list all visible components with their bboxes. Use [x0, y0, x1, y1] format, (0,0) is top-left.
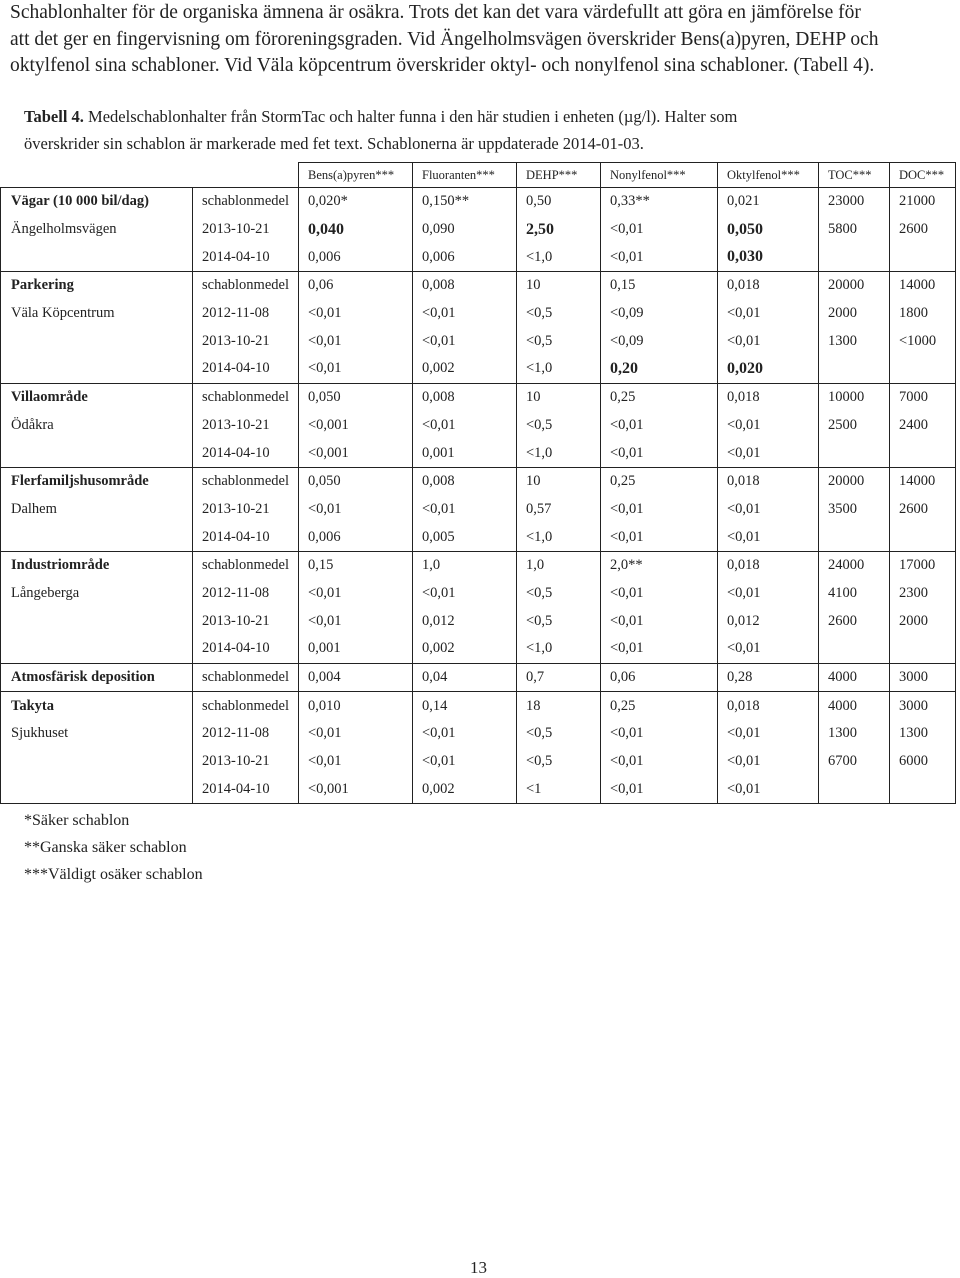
table-cell: 0,018	[718, 272, 819, 300]
row-date: schablonmedel	[193, 692, 299, 720]
table-cell: 0,001	[299, 635, 413, 663]
table-row	[1, 551, 956, 579]
row-label	[1, 748, 193, 776]
row-label: Dalhem	[1, 496, 193, 524]
row-label	[1, 775, 193, 803]
table-cell: 0,002	[413, 635, 517, 663]
table-row	[1, 383, 956, 411]
row-date: 2013-10-21	[193, 412, 299, 440]
table-cell: 0,018	[718, 551, 819, 579]
table-cell: <0,01	[413, 720, 517, 748]
table-cell: 18	[517, 692, 601, 720]
table-cell: 2600	[890, 216, 956, 244]
row-label: Långeberga	[1, 580, 193, 608]
table-cell: 10000	[819, 383, 890, 411]
table-caption	[24, 103, 924, 157]
table-cell: <0,001	[299, 439, 413, 467]
table-cell: 1,0	[413, 551, 517, 579]
table-cell: 0,006	[299, 243, 413, 271]
row-date: 2014-04-10	[193, 523, 299, 551]
table-cell: <0,01	[299, 720, 413, 748]
table-row	[1, 748, 956, 776]
row-label: Väla Köpcentrum	[1, 300, 193, 328]
table-row	[1, 663, 956, 692]
table-cell: 2,0**	[601, 551, 718, 579]
table-cell: <0,5	[517, 412, 601, 440]
intro-paragraph	[10, 0, 940, 80]
table-cell: <0,01	[413, 327, 517, 355]
table-cell: <0,01	[299, 748, 413, 776]
table-cell	[819, 775, 890, 803]
table-row	[1, 607, 956, 635]
table-cell: <0,01	[718, 496, 819, 524]
footnote: *Säker schablon	[24, 812, 130, 829]
row-date: schablonmedel	[193, 467, 299, 495]
table-row	[1, 720, 956, 748]
table-cell: 23000	[819, 188, 890, 216]
row-date: 2012-11-08	[193, 300, 299, 328]
table-cell: <1000	[890, 327, 956, 355]
table-cell: 0,06	[601, 663, 718, 692]
table-cell: <0,01	[413, 300, 517, 328]
table-row	[1, 775, 956, 803]
table-cell: 0,25	[601, 383, 718, 411]
row-date: 2012-11-08	[193, 720, 299, 748]
table-cell: 10	[517, 383, 601, 411]
table-caption-label: Tabell 4.	[24, 107, 84, 126]
table-cell: <0,01	[718, 439, 819, 467]
table-cell: 4100	[819, 580, 890, 608]
table-cell: 10	[517, 272, 601, 300]
table-cell: 0,006	[299, 523, 413, 551]
table-cell	[890, 355, 956, 383]
table-row	[1, 692, 956, 720]
column-header: DEHP***	[517, 163, 601, 188]
table-cell: 20000	[819, 467, 890, 495]
table-cell: <0,01	[601, 439, 718, 467]
table-cell: 3000	[890, 663, 956, 692]
table-cell: <0,01	[718, 748, 819, 776]
table-cell: <1	[517, 775, 601, 803]
table-row	[1, 580, 956, 608]
table-cell: <0,01	[718, 300, 819, 328]
intro-line: Schablonhalter för de organiska ämnena är osäkra. Trots det kan det vara värdefullt att göra en jämförelse för	[10, 2, 861, 23]
table-cell: 0,008	[413, 467, 517, 495]
row-date: 2014-04-10	[193, 355, 299, 383]
table-cell: <0,01	[718, 720, 819, 748]
row-label: Vägar (10 000 bil/dag)	[1, 188, 193, 216]
table-cell: <0,5	[517, 327, 601, 355]
table-cell: 6700	[819, 748, 890, 776]
table-cell: 2000	[819, 300, 890, 328]
table-cell: 0,25	[601, 467, 718, 495]
table-cell: 0,090	[413, 216, 517, 244]
row-label	[1, 439, 193, 467]
table-row	[1, 272, 956, 300]
row-date: schablonmedel	[193, 188, 299, 216]
row-label: Flerfamiljshusområde	[1, 467, 193, 495]
table-row	[1, 243, 956, 271]
row-label	[1, 523, 193, 551]
table-cell	[890, 635, 956, 663]
page-number: 13	[470, 1258, 487, 1277]
table-cell	[890, 439, 956, 467]
row-date: 2013-10-21	[193, 496, 299, 524]
table-cell: 2400	[890, 412, 956, 440]
table-cell: <0,01	[413, 496, 517, 524]
table-cell: 0,018	[718, 692, 819, 720]
table-cell: 0,15	[601, 272, 718, 300]
table-cell: 1800	[890, 300, 956, 328]
row-date: schablonmedel	[193, 551, 299, 579]
table-cell: <1,0	[517, 523, 601, 551]
table-cell: 0,012	[413, 607, 517, 635]
table-cell: 0,20	[601, 355, 718, 383]
row-date: 2014-04-10	[193, 243, 299, 271]
table-cell: 0,002	[413, 775, 517, 803]
table-row	[1, 216, 956, 244]
table-cell: 21000	[890, 188, 956, 216]
table-cell: 3000	[890, 692, 956, 720]
row-label: Ängelholmsvägen	[1, 216, 193, 244]
table-cell: 0,050	[299, 467, 413, 495]
table-cell: 5800	[819, 216, 890, 244]
table-cell: 0,04	[413, 663, 517, 692]
table-cell: 2000	[890, 607, 956, 635]
table-cell: <0,09	[601, 300, 718, 328]
table-cell: <1,0	[517, 439, 601, 467]
table-cell: <0,01	[718, 327, 819, 355]
table-cell: 0,004	[299, 663, 413, 692]
table-cell: 0,012	[718, 607, 819, 635]
table-cell: 0,25	[601, 692, 718, 720]
table-cell: <0,01	[413, 412, 517, 440]
row-label	[1, 243, 193, 271]
table-cell: 10	[517, 467, 601, 495]
row-label: Industriområde	[1, 551, 193, 579]
table-cell: 4000	[819, 663, 890, 692]
table-cell: <0,01	[299, 607, 413, 635]
column-header: DOC***	[890, 163, 956, 188]
table-cell: <0,01	[299, 327, 413, 355]
table-cell: 0,150**	[413, 188, 517, 216]
table-cell: <0,5	[517, 748, 601, 776]
row-date: schablonmedel	[193, 272, 299, 300]
table-cell: 0,021	[718, 188, 819, 216]
footnotes	[24, 807, 203, 888]
intro-line: oktylfenol sina schabloner. Vid Väla köpcentrum överskrider oktyl- och nonylfenol sina schabloner. (Tabell 4).	[10, 55, 875, 76]
table-cell: <0,01	[413, 580, 517, 608]
table-row	[1, 355, 956, 383]
table-cell: 2600	[819, 607, 890, 635]
table-cell: <0,01	[299, 300, 413, 328]
table-cell: 0,008	[413, 272, 517, 300]
table-cell: <0,01	[299, 496, 413, 524]
row-label: Takyta	[1, 692, 193, 720]
row-label: Sjukhuset	[1, 720, 193, 748]
table-cell: 14000	[890, 272, 956, 300]
table-cell	[890, 243, 956, 271]
table-cell: 0,14	[413, 692, 517, 720]
table-cell: 1300	[819, 327, 890, 355]
intro-line: att det ger en fingervisning om föroreningsgraden. Vid Ängelholmsvägen överskrider Bens(a)pyren, DEHP och	[10, 28, 879, 50]
row-date: 2013-10-21	[193, 327, 299, 355]
row-label	[1, 635, 193, 663]
column-header: Bens(a)pyren***	[299, 163, 413, 188]
table-cell: <0,01	[601, 243, 718, 271]
table-cell: 0,33**	[601, 188, 718, 216]
table-cell: 0,010	[299, 692, 413, 720]
table-cell: 4000	[819, 692, 890, 720]
table-cell: <0,01	[718, 412, 819, 440]
table-cell	[819, 635, 890, 663]
table-cell: 0,030	[718, 243, 819, 271]
row-label: Ödåkra	[1, 412, 193, 440]
row-label	[1, 355, 193, 383]
row-date: schablonmedel	[193, 663, 299, 692]
column-header: Fluoranten***	[413, 163, 517, 188]
row-date: 2012-11-08	[193, 580, 299, 608]
table-cell: <0,01	[299, 355, 413, 383]
table-cell: 2300	[890, 580, 956, 608]
table-cell: <0,01	[601, 412, 718, 440]
row-date: 2014-04-10	[193, 775, 299, 803]
table-cell: <0,01	[601, 216, 718, 244]
table-cell: <0,01	[413, 748, 517, 776]
table-cell: 0,06	[299, 272, 413, 300]
table-cell: 2600	[890, 496, 956, 524]
table-cell: <0,01	[718, 775, 819, 803]
table-row	[1, 635, 956, 663]
table-row	[1, 496, 956, 524]
table-cell: 0,006	[413, 243, 517, 271]
table-cell: <0,01	[601, 496, 718, 524]
table-cell: 7000	[890, 383, 956, 411]
table-cell: 2,50	[517, 216, 601, 244]
table-cell: 3500	[819, 496, 890, 524]
table-caption-text: överskrider sin schablon är markerade med fet text. Schablonerna är uppdaterade 2014-01-03.	[24, 134, 644, 153]
table-cell: 0,050	[299, 383, 413, 411]
table-cell: 1300	[819, 720, 890, 748]
table-cell: <0,01	[601, 635, 718, 663]
table-cell: 1300	[890, 720, 956, 748]
table-cell	[819, 439, 890, 467]
row-date: 2014-04-10	[193, 635, 299, 663]
table-cell: <0,01	[601, 775, 718, 803]
table-cell: <0,09	[601, 327, 718, 355]
table-cell: 0,020	[718, 355, 819, 383]
table-header-row	[1, 163, 956, 188]
table-cell: 20000	[819, 272, 890, 300]
table-cell: 1,0	[517, 551, 601, 579]
table-cell: 0,018	[718, 467, 819, 495]
table-cell: <0,01	[601, 580, 718, 608]
table-cell: 0,57	[517, 496, 601, 524]
table-cell: 0,020*	[299, 188, 413, 216]
table-cell: <0,01	[601, 523, 718, 551]
table-cell: 0,001	[413, 439, 517, 467]
table-cell: 0,040	[299, 216, 413, 244]
table-cell: 2500	[819, 412, 890, 440]
column-header: Nonylfenol***	[601, 163, 718, 188]
table-cell	[819, 355, 890, 383]
table-cell: <0,01	[718, 580, 819, 608]
table-row	[1, 412, 956, 440]
table-cell: 17000	[890, 551, 956, 579]
table-cell	[890, 775, 956, 803]
table-cell: 0,28	[718, 663, 819, 692]
row-date: 2013-10-21	[193, 748, 299, 776]
table-cell: <0,5	[517, 720, 601, 748]
table-cell: <0,01	[601, 607, 718, 635]
table-cell: 24000	[819, 551, 890, 579]
row-label: Atmosfärisk deposition	[1, 663, 193, 692]
row-label	[1, 327, 193, 355]
table-cell	[819, 243, 890, 271]
row-label: Parkering	[1, 272, 193, 300]
footnote: ***Väldigt osäker schablon	[24, 866, 203, 883]
table-cell: <0,01	[718, 635, 819, 663]
table-cell: <0,5	[517, 607, 601, 635]
table-cell: <0,01	[718, 523, 819, 551]
row-date: schablonmedel	[193, 383, 299, 411]
table-row	[1, 439, 956, 467]
table-cell: 0,018	[718, 383, 819, 411]
table-cell: <0,01	[299, 580, 413, 608]
table-cell: <0,001	[299, 412, 413, 440]
table-cell: 0,005	[413, 523, 517, 551]
table-cell: <0,01	[601, 720, 718, 748]
table-row	[1, 327, 956, 355]
table-cell: 0,7	[517, 663, 601, 692]
table-cell: 0,50	[517, 188, 601, 216]
table-cell: 0,008	[413, 383, 517, 411]
column-header: Oktylfenol***	[718, 163, 819, 188]
table-row	[1, 467, 956, 495]
table-cell: <1,0	[517, 243, 601, 271]
table-cell: <0,5	[517, 580, 601, 608]
table-caption-text: Medelschablonhalter från StormTac och halter funna i den här studien i enheten (µg/l). Halter som	[83, 107, 738, 126]
table-cell: 6000	[890, 748, 956, 776]
table-cell: 0,002	[413, 355, 517, 383]
table-row	[1, 523, 956, 551]
table-cell: <0,01	[601, 748, 718, 776]
table-cell: 14000	[890, 467, 956, 495]
row-date: 2013-10-21	[193, 607, 299, 635]
footnote: **Ganska säker schablon	[24, 839, 187, 856]
table-cell: <1,0	[517, 355, 601, 383]
column-header: TOC***	[819, 163, 890, 188]
row-label: Villaområde	[1, 383, 193, 411]
results-table	[0, 162, 956, 804]
row-date: 2013-10-21	[193, 216, 299, 244]
table-body	[1, 188, 956, 804]
table-cell	[890, 523, 956, 551]
table-cell: <1,0	[517, 635, 601, 663]
table-cell: 0,15	[299, 551, 413, 579]
table-cell	[819, 523, 890, 551]
table-cell: 0,050	[718, 216, 819, 244]
table-row	[1, 188, 956, 216]
row-date: 2014-04-10	[193, 439, 299, 467]
table-cell: <0,5	[517, 300, 601, 328]
row-label	[1, 607, 193, 635]
table-row	[1, 300, 956, 328]
table-cell: <0,001	[299, 775, 413, 803]
